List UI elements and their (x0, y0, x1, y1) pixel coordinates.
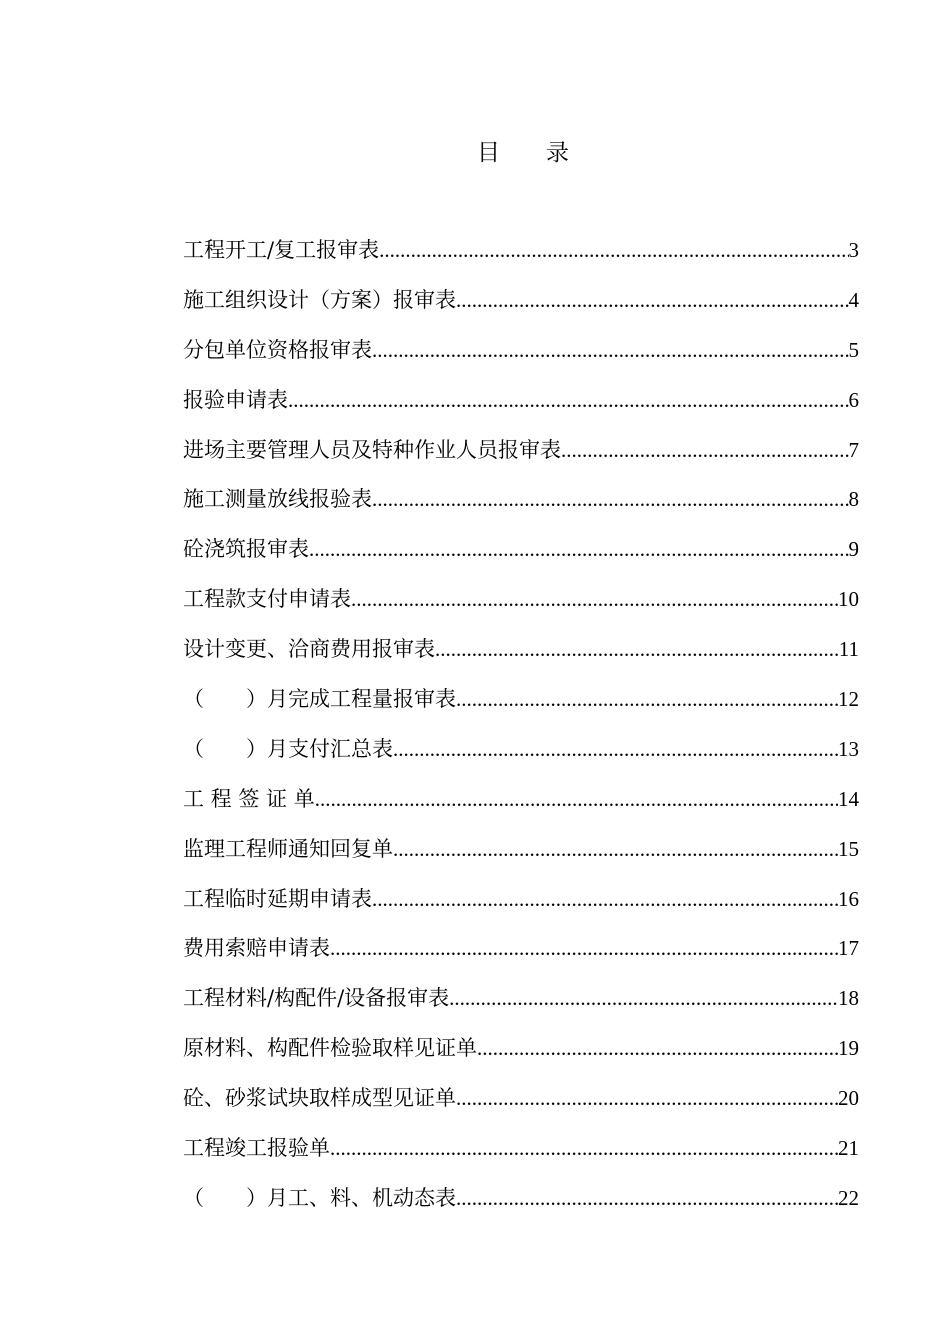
toc-dot-leader (435, 627, 839, 671)
toc-entry-label: 进场主要管理人员及特种作业人员报审表 (183, 437, 561, 462)
toc-entry-label: （ ）月完成工程量报审表 (183, 687, 456, 712)
toc-dot-leader (456, 1076, 838, 1120)
toc-entry-page-number: 15 (838, 836, 859, 861)
toc-entry-label: 原材料、构配件检验取样见证单 (183, 1036, 477, 1061)
toc-dot-leader (456, 677, 838, 721)
toc-entry-page-number: 22 (838, 1185, 859, 1210)
toc-entry-page-number: 4 (848, 287, 859, 312)
toc-entry-label: 砼、砂浆试块取样成型见证单 (183, 1086, 456, 1111)
toc-entry[interactable] (183, 1076, 859, 1126)
toc-entry[interactable] (183, 428, 859, 478)
toc-entry-label: 工程竣工报验单 (183, 1136, 330, 1161)
toc-entry-page-number: 3 (848, 238, 859, 262)
toc-dot-leader (330, 926, 838, 970)
toc-dot-leader (393, 727, 838, 771)
toc-dot-leader (456, 278, 849, 322)
toc-entry-page-number: 16 (838, 886, 859, 911)
toc-entry[interactable] (183, 926, 859, 976)
toc-entry-label: 工程临时延期申请表 (183, 886, 372, 911)
toc-entry-label: 工 程 签 证 单 (183, 786, 315, 811)
toc-dot-leader (561, 428, 849, 472)
toc-entry-label: 费用索赔申请表 (183, 936, 330, 961)
toc-entry-page-number: 10 (838, 587, 859, 612)
toc-entry-label: 分包单位资格报审表 (183, 337, 372, 362)
toc-entry[interactable] (183, 278, 859, 328)
toc-entry[interactable] (183, 228, 859, 278)
toc-dot-leader (330, 1126, 838, 1170)
toc-dot-leader (477, 1026, 838, 1070)
toc-entry[interactable] (183, 1176, 859, 1226)
toc-entry[interactable] (183, 1026, 859, 1076)
toc-entry[interactable] (183, 378, 859, 428)
toc-entry[interactable] (183, 328, 859, 378)
toc-entry-label: 施工组织设计（方案）报审表 (183, 287, 456, 312)
toc-dot-leader (372, 328, 849, 372)
toc-entry[interactable] (183, 976, 859, 1026)
toc-entry-label: （ ）月工、料、机动态表 (183, 1185, 456, 1210)
toc-dot-leader (288, 378, 849, 422)
toc-entry-label: 监理工程师通知回复单 (183, 836, 393, 861)
toc-dot-leader (372, 877, 838, 921)
toc-entry[interactable] (183, 627, 859, 677)
toc-entry-page-number: 8 (848, 487, 859, 512)
toc-entry[interactable] (183, 677, 859, 727)
toc-entry-page-number: 7 (848, 437, 859, 462)
toc-dot-leader (315, 777, 838, 821)
toc-title (0, 134, 950, 167)
toc-entry-label: 工程材料/构配件/设备报审表 (183, 986, 450, 1011)
toc-entry[interactable] (183, 727, 859, 777)
toc-dot-leader (449, 976, 838, 1020)
toc-dot-leader (456, 1176, 838, 1220)
toc-entry-page-number: 13 (838, 736, 859, 761)
toc-entry-label: 工程款支付申请表 (183, 587, 351, 612)
toc-dot-leader (379, 228, 848, 272)
toc-entry-page-number: 14 (838, 786, 859, 811)
toc-entry[interactable] (183, 477, 859, 527)
toc-entry-label: 工程开工/复工报审表 (183, 238, 380, 262)
toc-entry[interactable] (183, 877, 859, 927)
toc-dot-leader (309, 527, 849, 571)
toc-entry[interactable] (183, 527, 859, 577)
toc-entry[interactable] (183, 827, 859, 877)
toc-entry-label: （ ）月支付汇总表 (183, 736, 393, 761)
toc-entry-label: 设计变更、洽商费用报审表 (183, 637, 435, 662)
toc-dot-leader (393, 827, 838, 871)
toc-entry-page-number: 18 (838, 986, 859, 1011)
table-of-contents (183, 228, 859, 1226)
toc-entry-page-number: 20 (838, 1086, 859, 1111)
toc-dot-leader (372, 477, 849, 521)
toc-entry-page-number: 9 (848, 537, 859, 562)
toc-entry-page-number: 12 (838, 687, 859, 712)
toc-entry-label: 报验申请表 (183, 387, 288, 412)
toc-entry-label: 施工测量放线报验表 (183, 487, 372, 512)
toc-entry-page-number: 19 (838, 1036, 859, 1061)
toc-dot-leader (351, 577, 838, 621)
toc-entry-page-number: 11 (838, 637, 859, 662)
toc-entry[interactable] (183, 1126, 859, 1176)
toc-entry-page-number: 5 (848, 337, 859, 362)
toc-entry-label: 砼浇筑报审表 (183, 537, 309, 562)
toc-title-char-1: 目 (477, 140, 500, 166)
toc-entry-page-number: 21 (838, 1136, 859, 1161)
toc-title-char-2: 录 (546, 140, 569, 166)
toc-entry[interactable] (183, 777, 859, 827)
toc-entry-page-number: 17 (838, 936, 859, 961)
toc-entry-page-number: 6 (848, 387, 859, 412)
toc-entry[interactable] (183, 577, 859, 627)
